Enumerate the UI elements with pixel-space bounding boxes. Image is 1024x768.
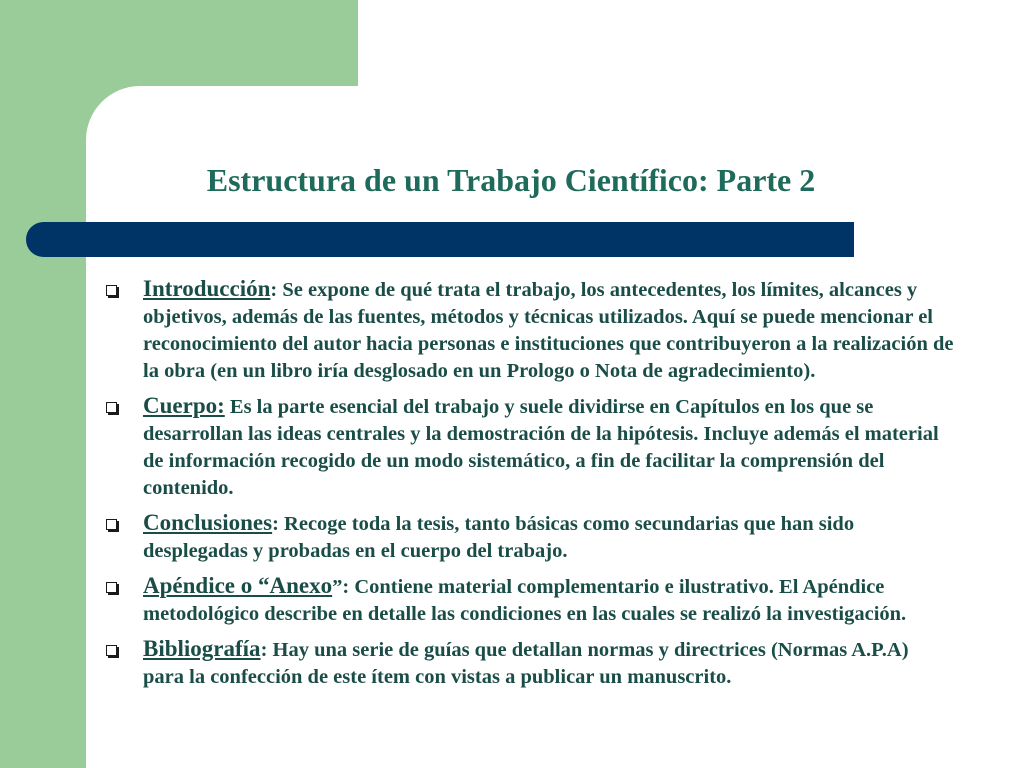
bullet-term: Introducción: [143, 276, 271, 301]
bullet-separator: ”:: [332, 576, 350, 598]
bullet-list: [104, 275, 954, 698]
bullet-text: Recoge toda la tesis, tanto básicas como secundarias que han sido desplegadas y probadas en el cuerpo del trabajo.: [143, 513, 855, 562]
bullet-item-cuerpo: [104, 392, 954, 502]
bullet-item-conclusiones: [104, 509, 954, 565]
bullet-item-introduccion: [104, 275, 954, 385]
checkbox-bullet-icon: [106, 645, 117, 656]
bullet-text: Hay una serie de guías que detallan normas y directrices (Normas A.P.A) para la confección de este ítem con vistas a publicar un manuscrito.: [143, 639, 909, 688]
bullet-text: Contiene material complementario e ilustrativo. El Apéndice metodológico describe en detalle las condiciones en las cuales se realizó la investigación.: [143, 576, 907, 625]
bullet-term: Conclusiones: [143, 510, 273, 535]
title-underline-bar: [26, 222, 854, 257]
bullet-item-apendice: [104, 572, 954, 628]
checkbox-bullet-icon: [106, 285, 117, 296]
bullet-separator: :: [272, 513, 279, 535]
bullet-text: Se expone de qué trata el trabajo, los antecedentes, los límites, alcances y objetivos, además de las fuentes, métodos y técnicas utilizados. Aquí se puede mencionar el reconocimiento del autor hacia personas e instituciones que contribuyeron a la realización de la obra (en un libro iría desglosado en un Prologo o Nota de agradecimiento).: [143, 279, 954, 382]
bullet-term: Cuerpo:: [143, 393, 225, 418]
checkbox-bullet-icon: [106, 519, 117, 530]
bullet-text: Es la parte esencial del trabajo y suele dividirse en Capítulos en los que se desarrollan las ideas centrales y la demostración de la hipótesis. Incluye además el material de información recogido de un modo sistemático, a fin de facilitar la comprensión del contenido.: [143, 396, 939, 499]
checkbox-bullet-icon: [106, 402, 117, 413]
bullet-item-bibliografia: [104, 635, 954, 691]
bullet-separator: :: [260, 639, 268, 661]
bullet-term: Apéndice o “Anexo: [143, 573, 333, 598]
slide-title: Estructura de un Trabajo Científico: Parte 2: [206, 162, 816, 198]
bullet-term: Bibliografía: [143, 636, 261, 661]
checkbox-bullet-icon: [106, 582, 117, 593]
bullet-separator: :: [270, 279, 278, 301]
